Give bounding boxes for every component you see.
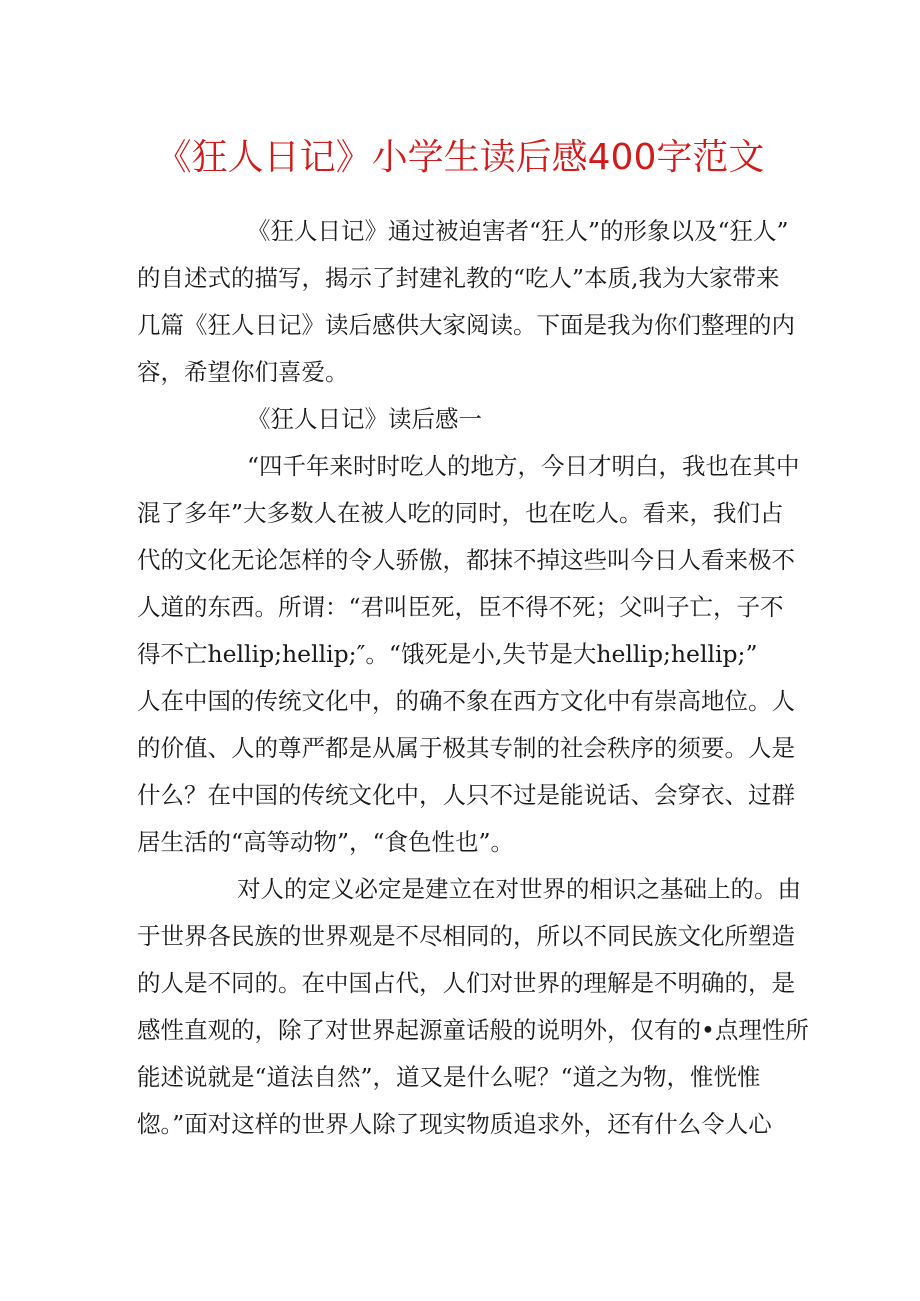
text-line: 人道的东西。所谓：“君叫臣死，臣不得不死；父叫子亡，子不 bbox=[137, 593, 784, 621]
text-line: 的人是不同的。在中国占代，人们对世界的理解是不明确的，是 bbox=[137, 969, 795, 997]
text-line: 什么？在中国的传统文化中，人只不过是能说话、会穿衣、过群 bbox=[137, 781, 795, 809]
text-line: 的价值、人的尊严都是从属于极其专制的社会秩序的须要。人是 bbox=[137, 734, 795, 762]
text-line: 于世界各民族的世界观是不尽相同的，所以不同民族文化所塑造 bbox=[137, 922, 795, 950]
document-title: 《狂人日记》小学生读后感400字范文 bbox=[155, 137, 765, 178]
text-line: 几篇《狂人日记》读后感供大家阅读。下面是我为你们整理的内 bbox=[137, 311, 795, 339]
text-line: 人在中国的传统文化中，的确不象在西方文化中有崇高地位。人 bbox=[137, 687, 795, 715]
text-line: 惚。”面对这样的世界人除了现实物质追求外，还有什么令人心 bbox=[137, 1110, 772, 1138]
text-line: 对人的定义必定是建立在对世界的相识之基础上的。由 bbox=[237, 875, 801, 903]
section-heading bbox=[137, 396, 797, 443]
text-line: 能述说就是“道法自然”，道又是什么呢？“道之为物，惟恍惟 bbox=[137, 1063, 761, 1091]
paragraph-1 bbox=[137, 443, 800, 866]
text-line: 居生活的“高等动物”，“食色性也”。 bbox=[137, 828, 515, 856]
paragraph-2 bbox=[137, 866, 809, 1148]
text-line: 代的文化无论怎样的令人骄傲，都抹不掉这些叫今日人看来极不 bbox=[137, 546, 795, 574]
text-line: 感性直观的，除了对世界起源童话般的说明外，仅有的•点理性所 bbox=[137, 1016, 809, 1044]
text-line: 得不亡hellip;hellip;″。“饿死是小,失节是大hellip;hellip;” bbox=[137, 640, 758, 668]
section-heading-text: 《狂人日记》读后感一 bbox=[247, 405, 482, 433]
text-line: 《狂人日记》通过被迫害者“狂人”的形象以及“狂人” bbox=[247, 217, 789, 245]
text-line: 的自述式的描写，揭示了封建礼教的“吃人”本质,我为大家带来 bbox=[137, 264, 780, 292]
text-line: 混了多年”大多数人在被人吃的同时，也在吃人。看来，我们占 bbox=[137, 499, 784, 527]
text-line: 容，希望你们喜爱。 bbox=[137, 358, 349, 386]
text-line: “四千年来时时吃人的地方，今日才明白，我也在其中 bbox=[247, 452, 800, 480]
paragraph-intro bbox=[137, 208, 797, 396]
document-body bbox=[137, 208, 809, 1148]
